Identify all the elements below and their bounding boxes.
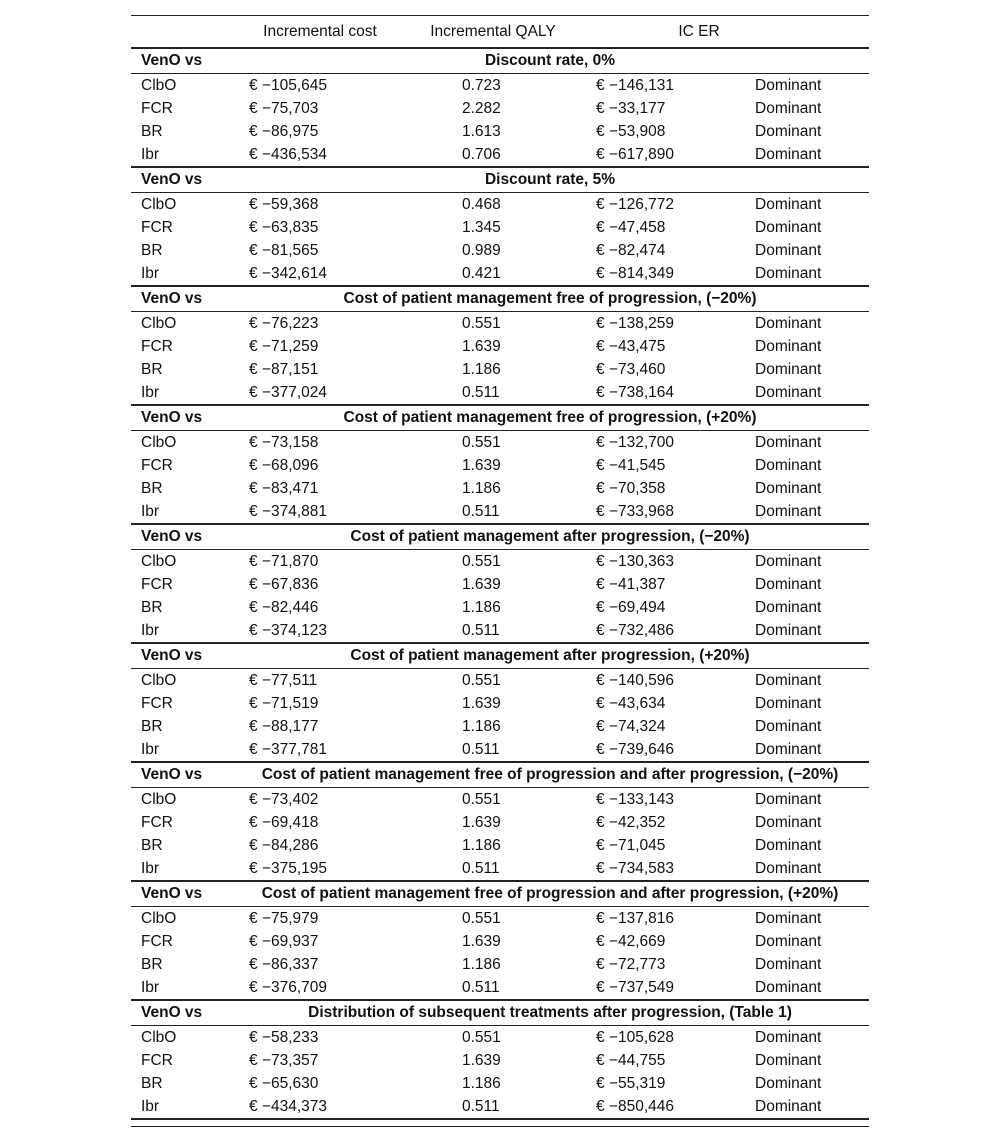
table-row — [131, 550, 869, 573]
table-row — [131, 857, 869, 880]
icer-cell: € −82,474 — [596, 242, 666, 259]
comparator-cell: BR — [141, 361, 163, 378]
comparator-cell: BR — [141, 718, 163, 735]
comparator-cell: BR — [141, 242, 163, 259]
incremental-cost-cell: € −84,286 — [249, 837, 319, 854]
result-cell: Dominant — [755, 622, 822, 639]
incremental-cost-cell: € −86,975 — [249, 123, 319, 140]
incremental-cost-cell: € −374,881 — [249, 503, 328, 520]
comparator-cell: ClbO — [141, 910, 177, 927]
bottom-rule — [131, 1126, 869, 1127]
icer-cell: € −73,460 — [596, 361, 666, 378]
incremental-cost-cell: € −374,123 — [249, 622, 328, 639]
comparator-cell: ClbO — [141, 672, 177, 689]
result-cell: Dominant — [755, 1098, 822, 1115]
table-row — [131, 573, 869, 596]
result-cell: Dominant — [755, 265, 822, 282]
header-icer: IC ER — [678, 23, 720, 40]
section-title: Cost of patient management after progression, (+20%) — [350, 647, 750, 664]
incremental-qaly-cell: 0.723 — [462, 77, 501, 94]
incremental-cost-cell: € −376,709 — [249, 979, 328, 996]
result-cell: Dominant — [755, 1052, 822, 1069]
icer-cell: € −138,259 — [596, 315, 675, 332]
result-cell: Dominant — [755, 1075, 822, 1092]
table-row — [131, 930, 869, 953]
icer-cell: € −146,131 — [596, 77, 675, 94]
section-title: Discount rate, 5% — [484, 171, 616, 188]
table-row — [131, 1049, 869, 1072]
incremental-cost-cell: € −81,565 — [249, 242, 319, 259]
table-row — [131, 1095, 869, 1118]
table-row — [131, 715, 869, 738]
incremental-qaly-cell: 0.551 — [462, 791, 501, 808]
table-row — [131, 74, 869, 97]
incremental-qaly-cell: 0.551 — [462, 553, 501, 570]
table-row — [131, 239, 869, 262]
result-cell: Dominant — [755, 933, 822, 950]
icer-cell: € −47,458 — [596, 219, 666, 236]
section-title: Cost of patient management free of progression, (−20%) — [343, 290, 757, 307]
comparator-cell: Ibr — [141, 860, 160, 877]
comparator-cell: Ibr — [141, 1098, 160, 1115]
section-title: Distribution of subsequent treatments after progression, (Table 1) — [308, 1004, 792, 1021]
section-row-label: VenO vs — [141, 528, 203, 545]
table-row — [131, 477, 869, 500]
incremental-cost-cell: € −87,151 — [249, 361, 319, 378]
result-cell: Dominant — [755, 695, 822, 712]
section-header — [131, 168, 869, 192]
incremental-cost-cell: € −75,703 — [249, 100, 319, 117]
incremental-qaly-cell: 1.639 — [462, 933, 501, 950]
comparator-cell: ClbO — [141, 434, 177, 451]
result-cell: Dominant — [755, 791, 822, 808]
incremental-cost-cell: € −75,979 — [249, 910, 319, 927]
header-row — [131, 16, 869, 47]
section-row-label: VenO vs — [141, 885, 203, 902]
icer-cell: € −41,387 — [596, 576, 666, 593]
incremental-cost-cell: € −88,177 — [249, 718, 319, 735]
incremental-qaly-cell: 0.468 — [462, 196, 501, 213]
table-row — [131, 312, 869, 335]
table-row — [131, 596, 869, 619]
incremental-cost-cell: € −436,534 — [249, 146, 328, 163]
comparator-cell: ClbO — [141, 791, 177, 808]
incremental-qaly-cell: 0.511 — [462, 622, 500, 639]
icer-cell: € −33,177 — [596, 100, 666, 117]
incremental-qaly-cell: 0.511 — [462, 860, 500, 877]
result-cell: Dominant — [755, 77, 822, 94]
incremental-qaly-cell: 1.186 — [462, 480, 501, 497]
result-cell: Dominant — [755, 196, 822, 213]
icer-cell: € −71,045 — [596, 837, 666, 854]
result-cell: Dominant — [755, 576, 822, 593]
table-row — [131, 788, 869, 811]
icer-cell: € −70,358 — [596, 480, 666, 497]
section-header — [131, 1001, 869, 1025]
incremental-cost-cell: € −377,781 — [249, 741, 328, 758]
incremental-cost-cell: € −342,614 — [249, 265, 328, 282]
comparator-cell: FCR — [141, 100, 173, 117]
incremental-qaly-cell: 1.186 — [462, 599, 501, 616]
incremental-cost-cell: € −73,402 — [249, 791, 319, 808]
table-row — [131, 193, 869, 216]
result-cell: Dominant — [755, 338, 822, 355]
table-row — [131, 619, 869, 642]
comparator-cell: Ibr — [141, 265, 160, 282]
incremental-qaly-cell: 1.639 — [462, 338, 501, 355]
comparator-cell: FCR — [141, 219, 173, 236]
icer-cell: € −733,968 — [596, 503, 675, 520]
section-header — [131, 644, 869, 668]
section-header — [131, 882, 869, 906]
comparator-cell: FCR — [141, 576, 173, 593]
icer-cell: € −105,628 — [596, 1029, 675, 1046]
result-cell: Dominant — [755, 837, 822, 854]
incremental-qaly-cell: 0.511 — [462, 503, 500, 520]
table-row — [131, 1026, 869, 1049]
icer-cell: € −734,583 — [596, 860, 675, 877]
result-cell: Dominant — [755, 100, 822, 117]
incremental-cost-cell: € −67,836 — [249, 576, 319, 593]
result-cell: Dominant — [755, 480, 822, 497]
result-cell: Dominant — [755, 860, 822, 877]
result-cell: Dominant — [755, 553, 822, 570]
comparator-cell: Ibr — [141, 741, 160, 758]
incremental-cost-cell: € −58,233 — [249, 1029, 319, 1046]
result-cell: Dominant — [755, 910, 822, 927]
result-cell: Dominant — [755, 315, 822, 332]
result-cell: Dominant — [755, 457, 822, 474]
incremental-qaly-cell: 1.639 — [462, 1052, 501, 1069]
comparator-cell: FCR — [141, 1052, 173, 1069]
incremental-qaly-cell: 1.639 — [462, 576, 501, 593]
incremental-cost-cell: € −82,446 — [249, 599, 319, 616]
comparator-cell: FCR — [141, 338, 173, 355]
icer-cell: € −850,446 — [596, 1098, 675, 1115]
table-row — [131, 834, 869, 857]
table-row — [131, 692, 869, 715]
comparator-cell: FCR — [141, 457, 173, 474]
incremental-cost-cell: € −59,368 — [249, 196, 319, 213]
table-row — [131, 976, 869, 999]
incremental-qaly-cell: 0.511 — [462, 979, 500, 996]
comparator-cell: BR — [141, 123, 163, 140]
incremental-cost-cell: € −69,937 — [249, 933, 319, 950]
icer-cell: € −53,908 — [596, 123, 666, 140]
icer-cell: € −42,669 — [596, 933, 666, 950]
incremental-qaly-cell: 0.706 — [462, 146, 501, 163]
table-row — [131, 500, 869, 523]
incremental-qaly-cell: 1.639 — [462, 695, 501, 712]
icer-cell: € −732,486 — [596, 622, 675, 639]
result-cell: Dominant — [755, 956, 822, 973]
header-incremental-cost: Incremental cost — [263, 23, 377, 40]
incremental-cost-cell: € −71,870 — [249, 553, 319, 570]
incremental-qaly-cell: 0.511 — [462, 741, 500, 758]
incremental-cost-cell: € −68,096 — [249, 457, 319, 474]
comparator-cell: Ibr — [141, 622, 160, 639]
incremental-cost-cell: € −375,195 — [249, 860, 328, 877]
icer-cell: € −132,700 — [596, 434, 675, 451]
table-row — [131, 669, 869, 692]
result-cell: Dominant — [755, 361, 822, 378]
result-cell: Dominant — [755, 718, 822, 735]
table-row — [131, 97, 869, 120]
icer-cell: € −42,352 — [596, 814, 666, 831]
result-cell: Dominant — [755, 814, 822, 831]
incremental-qaly-cell: 1.186 — [462, 361, 501, 378]
table-row — [131, 431, 869, 454]
table-row — [131, 381, 869, 404]
comparator-cell: FCR — [141, 695, 173, 712]
table-row — [131, 1072, 869, 1095]
result-cell: Dominant — [755, 979, 822, 996]
incremental-qaly-cell: 0.989 — [462, 242, 501, 259]
icer-cell: € −737,549 — [596, 979, 675, 996]
comparator-cell: ClbO — [141, 77, 177, 94]
sensitivity-table — [131, 15, 869, 1127]
incremental-qaly-cell: 0.511 — [462, 1098, 500, 1115]
icer-cell: € −617,890 — [596, 146, 675, 163]
section-row-label: VenO vs — [141, 1004, 203, 1021]
section-title: Discount rate, 0% — [484, 52, 616, 69]
icer-cell: € −74,324 — [596, 718, 666, 735]
incremental-cost-cell: € −73,158 — [249, 434, 319, 451]
icer-cell: € −814,349 — [596, 265, 675, 282]
section-row-label: VenO vs — [141, 52, 203, 69]
result-cell: Dominant — [755, 219, 822, 236]
comparator-cell: Ibr — [141, 146, 160, 163]
incremental-qaly-cell: 1.186 — [462, 956, 501, 973]
incremental-cost-cell: € −83,471 — [249, 480, 319, 497]
incremental-qaly-cell: 1.613 — [462, 123, 501, 140]
result-cell: Dominant — [755, 1029, 822, 1046]
icer-cell: € −41,545 — [596, 457, 666, 474]
incremental-qaly-cell: 0.551 — [462, 315, 501, 332]
icer-cell: € −44,755 — [596, 1052, 666, 1069]
icer-cell: € −43,475 — [596, 338, 666, 355]
comparator-cell: Ibr — [141, 503, 160, 520]
table-row — [131, 143, 869, 166]
table-row — [131, 811, 869, 834]
section-title: Cost of patient management free of progression, (+20%) — [343, 409, 757, 426]
comparator-cell: BR — [141, 1075, 163, 1092]
section-header — [131, 763, 869, 787]
incremental-qaly-cell: 0.551 — [462, 434, 501, 451]
incremental-cost-cell: € −73,357 — [249, 1052, 319, 1069]
incremental-cost-cell: € −71,519 — [249, 695, 319, 712]
comparator-cell: BR — [141, 837, 163, 854]
icer-cell: € −130,363 — [596, 553, 675, 570]
incremental-qaly-cell: 0.551 — [462, 672, 501, 689]
section-header — [131, 49, 869, 73]
table-row — [131, 738, 869, 761]
comparator-cell: BR — [141, 599, 163, 616]
icer-cell: € −126,772 — [596, 196, 675, 213]
icer-cell: € −137,816 — [596, 910, 675, 927]
section-title: Cost of patient management after progression, (−20%) — [350, 528, 750, 545]
icer-cell: € −69,494 — [596, 599, 666, 616]
incremental-cost-cell: € −65,630 — [249, 1075, 319, 1092]
table-row — [131, 120, 869, 143]
comparator-cell: FCR — [141, 933, 173, 950]
incremental-qaly-cell: 1.186 — [462, 718, 501, 735]
icer-cell: € −72,773 — [596, 956, 666, 973]
section-row-label: VenO vs — [141, 409, 203, 426]
result-cell: Dominant — [755, 146, 822, 163]
incremental-cost-cell: € −71,259 — [249, 338, 319, 355]
incremental-cost-cell: € −76,223 — [249, 315, 319, 332]
table-row — [131, 454, 869, 477]
result-cell: Dominant — [755, 384, 822, 401]
comparator-cell: BR — [141, 956, 163, 973]
section-row-label: VenO vs — [141, 647, 203, 664]
incremental-cost-cell: € −69,418 — [249, 814, 319, 831]
incremental-cost-cell: € −105,645 — [249, 77, 328, 94]
incremental-cost-cell: € −377,024 — [249, 384, 328, 401]
section-title: Cost of patient management free of progression and after progression, (−20%) — [261, 766, 839, 783]
result-cell: Dominant — [755, 741, 822, 758]
incremental-qaly-cell: 1.345 — [462, 219, 501, 236]
icer-cell: € −43,634 — [596, 695, 666, 712]
incremental-cost-cell: € −86,337 — [249, 956, 319, 973]
comparator-cell: ClbO — [141, 196, 177, 213]
icer-cell: € −133,143 — [596, 791, 675, 808]
result-cell: Dominant — [755, 599, 822, 616]
incremental-cost-cell: € −77,511 — [249, 672, 318, 689]
section-header — [131, 525, 869, 549]
incremental-qaly-cell: 0.551 — [462, 1029, 501, 1046]
comparator-cell: Ibr — [141, 384, 160, 401]
incremental-qaly-cell: 0.421 — [462, 265, 501, 282]
result-cell: Dominant — [755, 434, 822, 451]
incremental-qaly-cell: 1.186 — [462, 837, 501, 854]
section-row-label: VenO vs — [141, 766, 203, 783]
comparator-cell: BR — [141, 480, 163, 497]
table-row — [131, 358, 869, 381]
comparator-cell: Ibr — [141, 979, 160, 996]
section-header — [131, 287, 869, 311]
table-row — [131, 216, 869, 239]
section-row-label: VenO vs — [141, 290, 203, 307]
incremental-cost-cell: € −63,835 — [249, 219, 319, 236]
comparator-cell: ClbO — [141, 315, 177, 332]
incremental-qaly-cell: 0.511 — [462, 384, 500, 401]
incremental-qaly-cell: 2.282 — [462, 100, 501, 117]
icer-cell: € −739,646 — [596, 741, 675, 758]
icer-cell: € −55,319 — [596, 1075, 666, 1092]
table-row — [131, 335, 869, 358]
icer-cell: € −140,596 — [596, 672, 675, 689]
table-row — [131, 953, 869, 976]
section-title: Cost of patient management free of progression and after progression, (+20%) — [261, 885, 839, 902]
result-cell: Dominant — [755, 123, 822, 140]
comparator-cell: ClbO — [141, 553, 177, 570]
incremental-qaly-cell: 1.639 — [462, 814, 501, 831]
incremental-qaly-cell: 0.551 — [462, 910, 501, 927]
result-cell: Dominant — [755, 503, 822, 520]
section-row-label: VenO vs — [141, 171, 203, 188]
table-row — [131, 262, 869, 285]
incremental-qaly-cell: 1.186 — [462, 1075, 501, 1092]
header-incremental-qaly: Incremental QALY — [430, 23, 556, 40]
result-cell: Dominant — [755, 242, 822, 259]
incremental-qaly-cell: 1.639 — [462, 457, 501, 474]
comparator-cell: ClbO — [141, 1029, 177, 1046]
table-body — [131, 47, 869, 1118]
icer-cell: € −738,164 — [596, 384, 675, 401]
section-header — [131, 406, 869, 430]
result-cell: Dominant — [755, 672, 822, 689]
incremental-cost-cell: € −434,373 — [249, 1098, 328, 1115]
comparator-cell: FCR — [141, 814, 173, 831]
table-row — [131, 907, 869, 930]
